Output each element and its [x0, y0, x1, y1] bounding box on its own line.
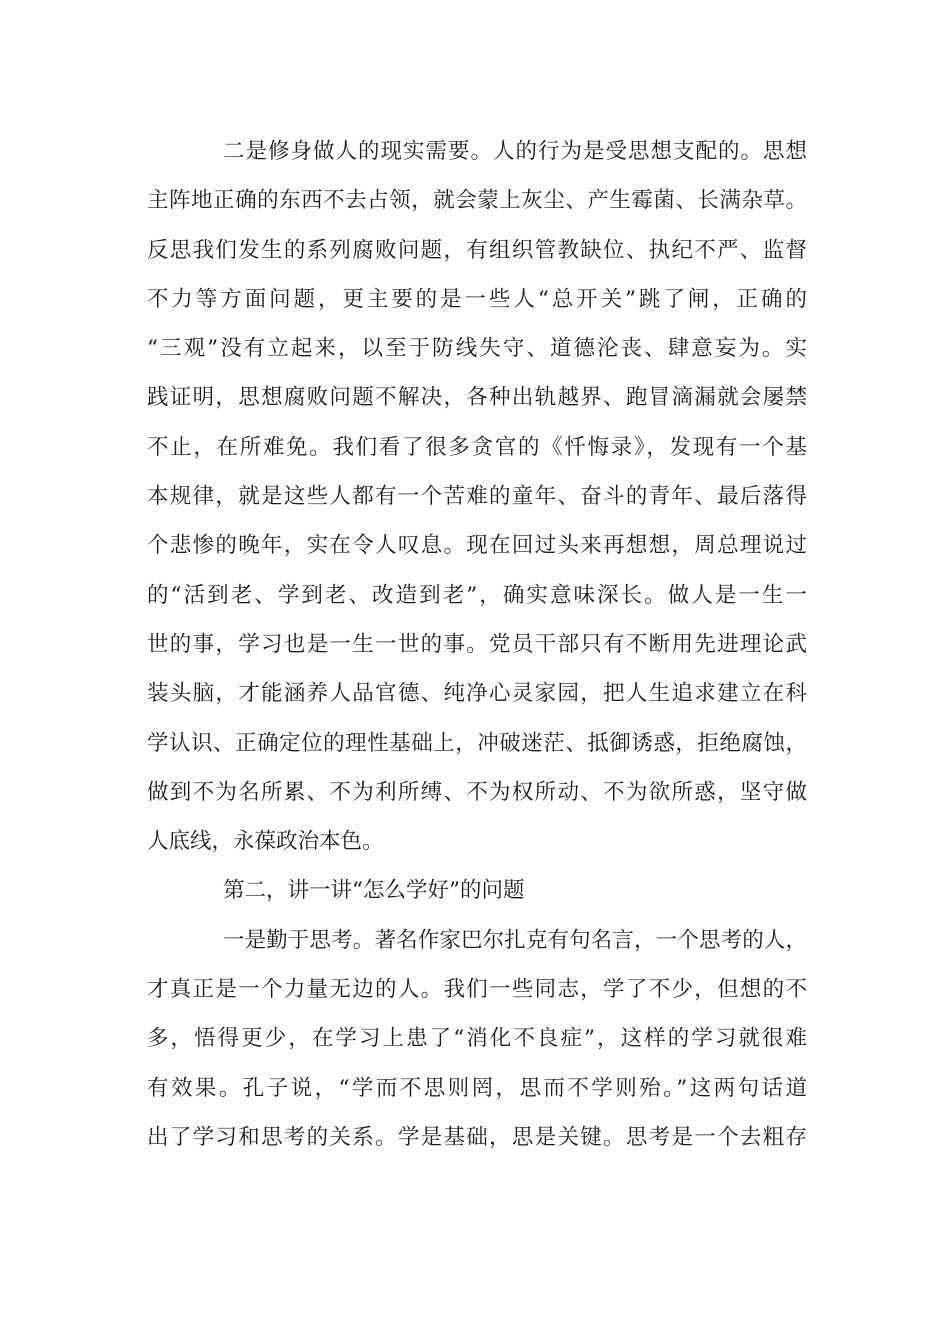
paragraph-line: 二是修身做人的现实需要。人的行为是受思想支配的。思想	[223, 139, 807, 164]
paragraph-line: 一是勤于思考。著名作家巴尔扎克有句名言，一个思考的人，	[223, 927, 807, 953]
paragraph-line: 践证明，思想腐败问题不解决，各种出轨越界、跑冒滴漏就会屡禁	[147, 385, 807, 411]
paragraph-line: 主阵地正确的东西不去占领，就会蒙上灰尘、产生霉菌、长满杂草。	[147, 188, 807, 214]
paragraph-line: 装头脑，才能涵养人品官德、纯净心灵家园，把人生追求建立在科	[147, 681, 807, 707]
body-text	[147, 134, 807, 1169]
paragraph-line: 多，悟得更少，在学习上患了“消化不良症”，这样的学习就很难	[147, 1026, 807, 1052]
paragraph-line: 的“活到老、学到老、改造到老”，确实意味深长。做人是一生一	[147, 582, 807, 608]
paragraph-line: 做到不为名所累、不为利所缚、不为权所动、不为欲所惑，坚守做	[147, 779, 807, 805]
paragraph-line: 才真正是一个力量无边的人。我们一些同志，学了不少，但想的不	[147, 977, 807, 1003]
paragraph-line: 反思我们发生的系列腐败问题，有组织管教缺位、执纪不严、监督	[147, 237, 807, 263]
paragraph-line: 学认识、正确定位的理性基础上，冲破迷茫、抵御诱惑，拒绝腐蚀，	[147, 730, 807, 756]
paragraph-line: 世的事，学习也是一生一世的事。党员干部只有不断用先进理论武	[147, 631, 807, 657]
paragraph-line: 人底线，永葆政治本色。	[147, 829, 384, 855]
paragraph-line: 有效果。孔子说，“学而不思则罔，思而不学则殆。”这两句话道	[147, 1075, 807, 1101]
paragraph-line: 本规律，就是这些人都有一个苦难的童年、奋斗的青年、最后落得	[147, 484, 807, 510]
paragraph-line: 不力等方面问题，更主要的是一些人“总开关”跳了闸，正确的	[147, 286, 807, 312]
paragraph-line: “三观”没有立起来，以至于防线失守、道德沦丧、肆意妄为。实	[147, 336, 807, 362]
paragraph-line: 出了学习和思考的关系。学是基础，思是关键。思考是一个去粗存	[147, 1124, 807, 1150]
paragraph-line: 不止，在所难免。我们看了很多贪官的《忏悔录》，发现有一个基	[147, 434, 807, 460]
paragraph-line: 个悲惨的晚年，实在令人叹息。现在回过头来再想想，周总理说过	[147, 533, 807, 559]
section-heading: 第二，讲一讲“怎么学好”的问题	[223, 878, 525, 904]
